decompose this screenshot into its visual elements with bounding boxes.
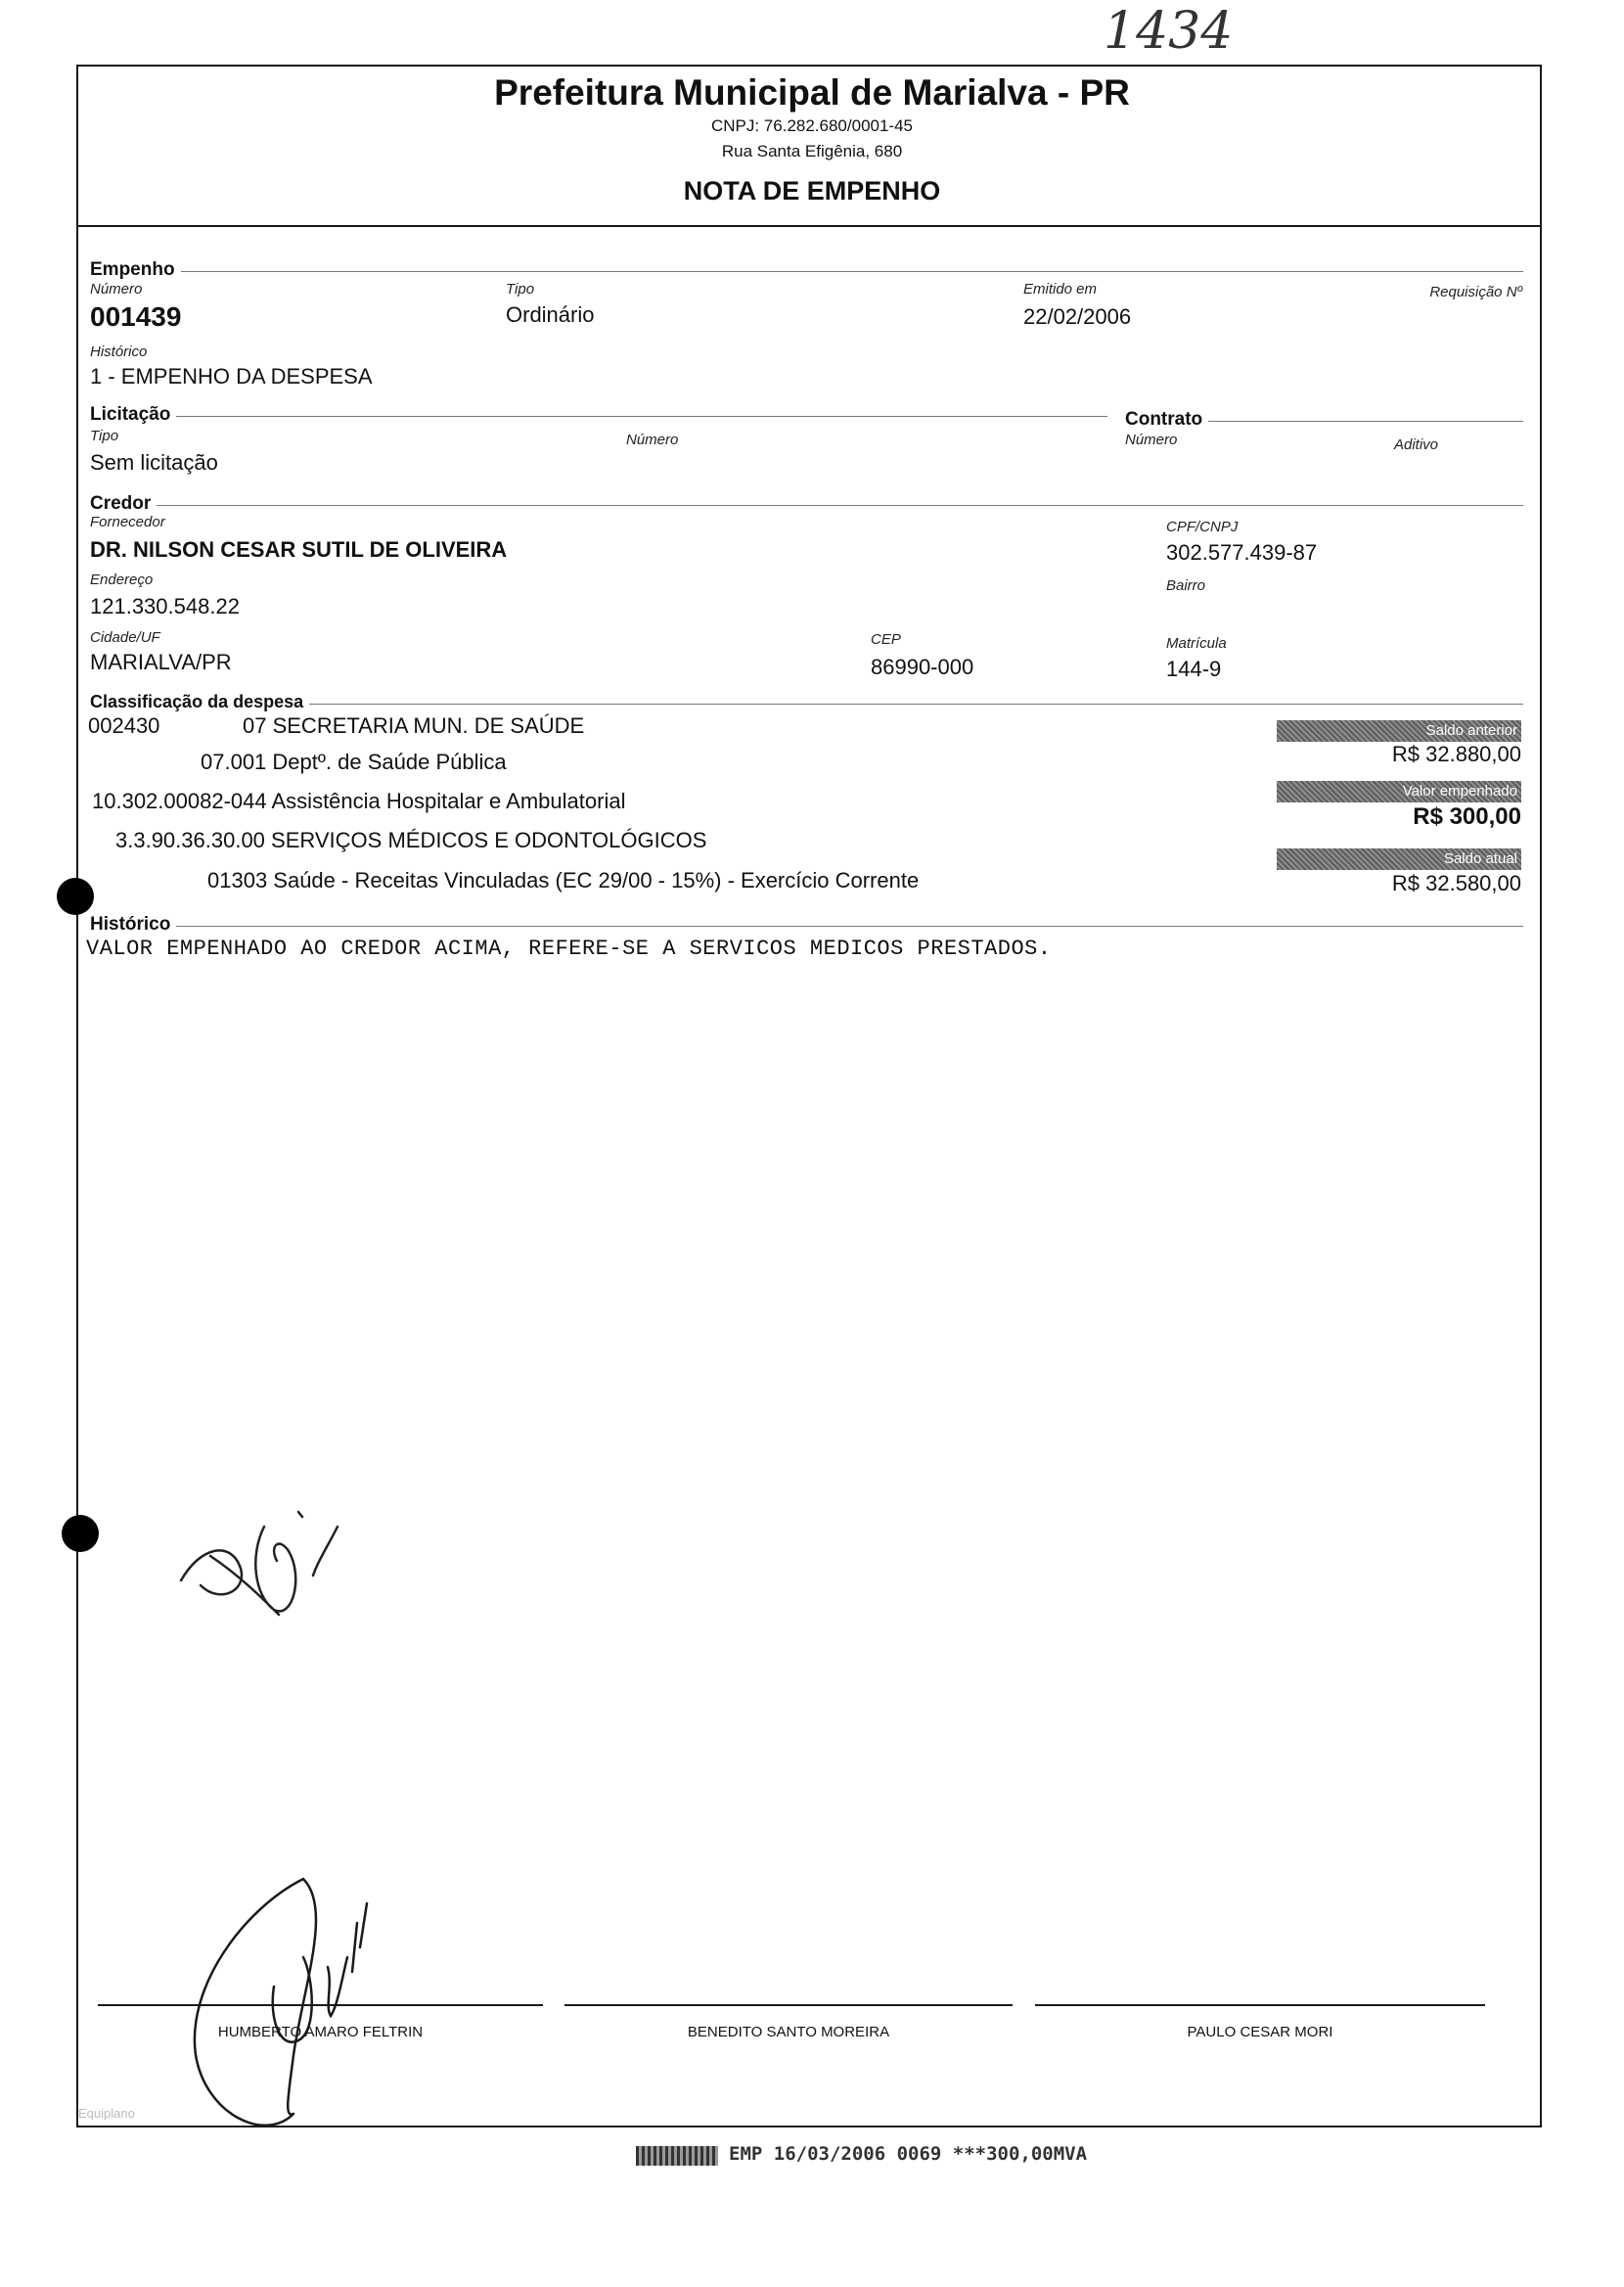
classificacao-code: 002430 xyxy=(88,713,160,738)
mechanical-stamp: EMP 16/03/2006 0069 ***300,00MVA xyxy=(729,2143,1088,2165)
empenho-historico-label: Histórico xyxy=(90,343,148,360)
cnpj-text: CNPJ: 76.282.680/0001-45 xyxy=(710,116,914,135)
classificacao-funcional: 10.302.00082-044 Assistência Hospitalar e Ambulatorial xyxy=(92,789,626,813)
cep-label: CEP xyxy=(871,631,901,648)
empenho-rule xyxy=(90,271,1523,272)
licitacao-numero-label: Número xyxy=(626,432,679,448)
classificacao-orgao: 07 SECRETARIA MUN. DE SAÚDE xyxy=(243,713,585,738)
valor-empenhado-value: R$ 300,00 xyxy=(1413,803,1521,830)
classificacao-section-label: Classificação da despesa xyxy=(90,692,309,712)
header-divider xyxy=(76,225,1540,227)
contrato-numero-label: Número xyxy=(1125,432,1178,448)
endereco-label: Endereço xyxy=(90,572,154,588)
empenho-numero-label: Número xyxy=(90,281,143,297)
signature-name-2: BENEDITO SANTO MOREIRA xyxy=(687,2024,890,2040)
licitacao-section-label: Licitação xyxy=(90,404,176,426)
signature-name-1: HUMBERTO AMARO FELTRIN xyxy=(217,2024,424,2040)
matricula-value: 144-9 xyxy=(1166,657,1222,681)
contrato-aditivo-label: Aditivo xyxy=(1394,436,1439,453)
emitido-em-label: Emitido em xyxy=(1023,281,1098,297)
cpf-cnpj-label: CPF/CNPJ xyxy=(1166,519,1239,535)
document-title: NOTA DE EMPENHO xyxy=(683,176,941,206)
saldo-anterior-badge: Saldo anterior xyxy=(1277,720,1521,742)
page-title: Prefeitura Municipal de Marialva - PR xyxy=(494,72,1130,113)
fornecedor-label: Fornecedor xyxy=(90,514,165,530)
licitacao-tipo-label: Tipo xyxy=(90,428,119,444)
contrato-section-label: Contrato xyxy=(1125,409,1208,431)
address-text: Rua Santa Efigênia, 680 xyxy=(721,142,903,160)
endereco-value: 121.330.548.22 xyxy=(90,594,240,618)
cpf-cnpj-value: 302.577.439-87 xyxy=(1166,540,1318,565)
signature-name-3: PAULO CESAR MORI xyxy=(1187,2024,1333,2040)
saldo-anterior-value: R$ 32.880,00 xyxy=(1391,742,1521,766)
initials-signature-mark xyxy=(171,1487,367,1634)
valor-empenhado-badge: Valor empenhado xyxy=(1277,781,1521,802)
matricula-label: Matrícula xyxy=(1166,635,1227,652)
punch-hole-bottom xyxy=(62,1515,99,1552)
classificacao-unidade: 07.001 Deptº. de Saúde Pública xyxy=(201,750,507,774)
classificacao-natureza: 3.3.90.36.30.00 SERVIÇOS MÉDICOS E ODONTOLÓGICOS xyxy=(115,828,707,852)
signature-line-3 xyxy=(1035,2004,1485,2006)
cidade-uf-value: MARIALVA/PR xyxy=(90,650,232,674)
handwritten-page-number: 1434 xyxy=(1104,2,1234,61)
licitacao-tipo-value: Sem licitação xyxy=(90,450,218,475)
credor-rule xyxy=(90,505,1523,506)
fornecedor-value: DR. NILSON CESAR SUTIL DE OLIVEIRA xyxy=(90,537,508,562)
historico-text: VALOR EMPENHADO AO CREDOR ACIMA, REFERE-SE A SERVICOS MEDICOS PRESTADOS. xyxy=(86,937,1052,961)
cep-value: 86990-000 xyxy=(871,655,974,679)
punch-hole-top xyxy=(57,878,94,915)
credor-section-label: Credor xyxy=(90,493,157,515)
historico-section-label: Histórico xyxy=(90,914,176,936)
empenho-section-label: Empenho xyxy=(90,259,181,281)
stamp-logo-mark xyxy=(636,2146,718,2166)
saldo-atual-value: R$ 32.580,00 xyxy=(1391,871,1521,895)
software-brand: Equiplano xyxy=(78,2106,135,2121)
handwritten-signature xyxy=(157,1869,411,2143)
cidade-uf-label: Cidade/UF xyxy=(90,629,160,646)
historico-rule xyxy=(90,926,1523,927)
empenho-numero-value: 001439 xyxy=(90,301,182,332)
saldo-atual-badge: Saldo atual xyxy=(1277,848,1521,870)
empenho-tipo-value: Ordinário xyxy=(506,302,595,327)
requisicao-label: Requisição Nº xyxy=(1429,284,1522,300)
classificacao-fonte: 01303 Saúde - Receitas Vinculadas (EC 29/00 - 15%) - Exercício Corrente xyxy=(207,868,920,892)
emitido-em-value: 22/02/2006 xyxy=(1023,304,1132,329)
bairro-label: Bairro xyxy=(1166,577,1206,594)
licitacao-rule xyxy=(90,416,1107,417)
empenho-tipo-label: Tipo xyxy=(506,281,535,297)
signature-line-2 xyxy=(564,2004,1013,2006)
empenho-historico-value: 1 - EMPENHO DA DESPESA xyxy=(90,364,373,389)
